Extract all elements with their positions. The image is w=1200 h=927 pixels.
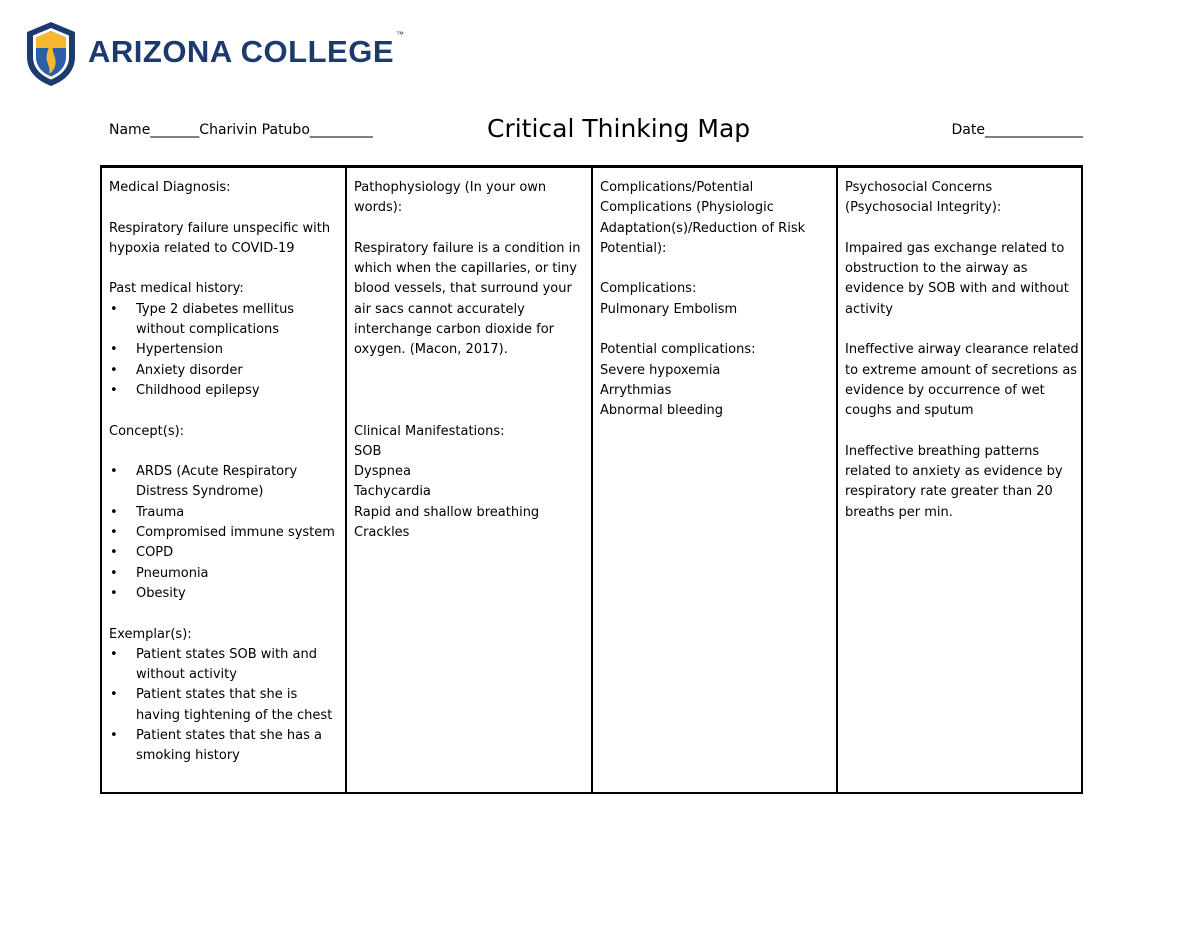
- psychosocial-heading: Psychosocial Concerns (Psychosocial Integrity):: [845, 180, 1002, 216]
- medical-diagnosis-column: [102, 168, 347, 792]
- critical-thinking-map-table: [100, 165, 1083, 794]
- list-item: Abnormal bleeding: [600, 403, 724, 419]
- list-item: • Patient states that she is having tightening of the chest: [109, 685, 339, 726]
- exemplars-list: [109, 645, 339, 767]
- arizona-college-logo: [26, 20, 405, 88]
- list-item: SOB: [354, 443, 382, 459]
- brand-name: ARIZONA COLLEGE: [88, 34, 395, 69]
- logo-wordmark: [88, 29, 405, 70]
- list-item: • Patient states that she has a smoking history: [109, 726, 339, 767]
- actual-complications-heading: Complications:: [600, 281, 697, 297]
- list-item: • Hypertension: [109, 340, 339, 360]
- list-item: • Childhood epilepsy: [109, 381, 339, 401]
- list-item: Severe hypoxemia: [600, 362, 721, 378]
- list-item: • Trauma: [109, 503, 339, 523]
- list-item: Dyspnea: [354, 464, 411, 480]
- diagnosis-text: Respiratory failure unspecific with hypoxia related to COVID-19: [109, 220, 331, 256]
- list-item: Arrythmias: [600, 382, 672, 398]
- list-item: Tachycardia: [354, 484, 431, 500]
- pathophysiology-heading: Pathophysiology (In your own words):: [354, 180, 547, 216]
- list-item: • ARDS (Acute Respiratory Distress Syndrome): [109, 462, 339, 503]
- list-item: • Patient states SOB with and without activity: [109, 645, 339, 686]
- trademark-mark: ™: [396, 29, 405, 39]
- medical-diagnosis-heading: Medical Diagnosis:: [109, 180, 231, 195]
- concepts-heading: Concept(s):: [109, 423, 185, 439]
- pathophysiology-column: [347, 168, 593, 792]
- student-name-field: Name_______Charivin Patubo_________: [109, 122, 373, 138]
- exemplars-heading: Exemplar(s):: [109, 626, 192, 642]
- list-item: • Pneumonia: [109, 564, 339, 584]
- list-item: Rapid and shallow breathing: [354, 504, 540, 520]
- pathophysiology-text: Respiratory failure is a condition in which when the capillaries, or tiny blood vessels, that surround your air sacs cannot accurately interchange carbon dioxide for oxygen. (Macon, 2017).: [354, 240, 581, 358]
- psychosocial-column: [838, 168, 1085, 792]
- list-item: Crackles: [354, 525, 410, 541]
- past-medical-history-list: [109, 300, 339, 401]
- list-item: • Obesity: [109, 584, 339, 604]
- complications-heading: Complications/Potential Complications (Physiologic Adaptation(s)/Reduction of Risk Potential):: [600, 180, 806, 256]
- list-item: • Type 2 diabetes mellitus without complications: [109, 300, 339, 341]
- potential-complications-heading: Potential complications:: [600, 342, 756, 358]
- shield-flame-icon: [26, 21, 76, 87]
- psychosocial-concern: Impaired gas exchange related to obstruction to the airway as evidence by SOB with and without activity: [845, 240, 1069, 317]
- list-item: • COPD: [109, 543, 339, 563]
- list-item: • Anxiety disorder: [109, 361, 339, 381]
- past-medical-history-heading: Past medical history:: [109, 281, 244, 297]
- concepts-list: [109, 462, 339, 604]
- list-item: • Compromised immune system: [109, 523, 339, 543]
- psychosocial-concern: Ineffective airway clearance related to extreme amount of secretions as evidence by occurrence of wet coughs and sputum: [845, 342, 1079, 419]
- worksheet-header: [109, 112, 1083, 146]
- clinical-manifestations-heading: Clinical Manifestations:: [354, 423, 505, 439]
- list-item: Pulmonary Embolism: [600, 301, 738, 317]
- date-field: Date______________: [951, 122, 1083, 138]
- psychosocial-concern: Ineffective breathing patterns related to anxiety as evidence by respiratory rate greater than 20 breaths per min.: [845, 443, 1063, 520]
- page-title: Critical Thinking Map: [487, 114, 751, 143]
- complications-column: [593, 168, 838, 792]
